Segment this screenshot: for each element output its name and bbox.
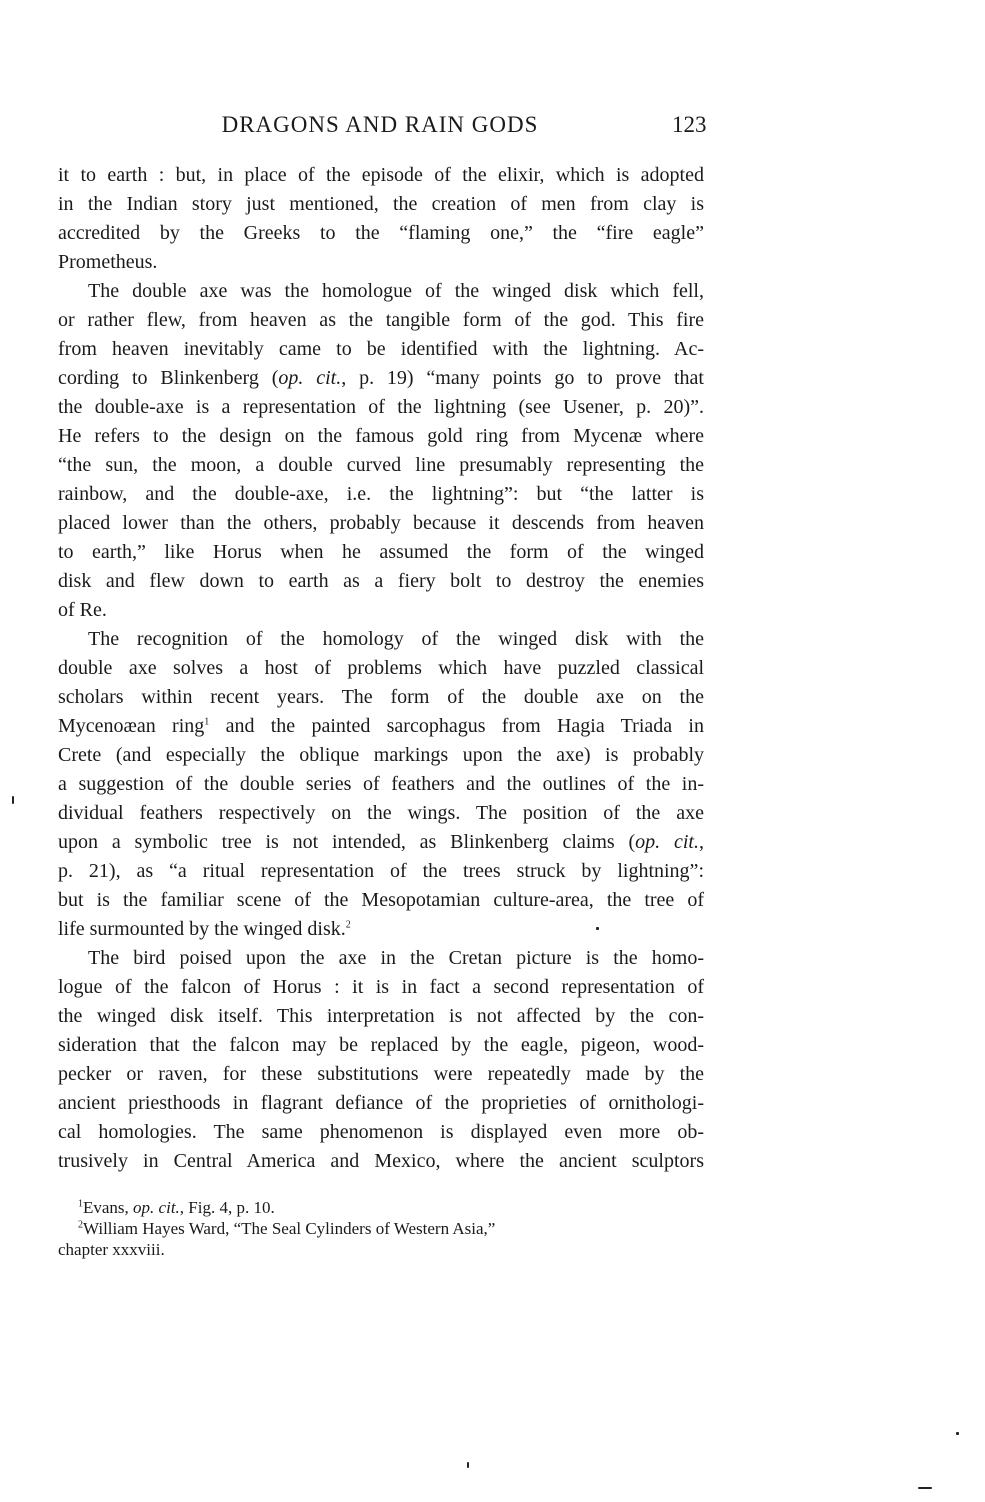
text-line: cal homologies. The same phenomenon is displayed even more ob- [58,1121,704,1143]
text-line: double axe solves a host of problems which have puzzled classical [58,657,704,679]
scan-speck [12,796,14,804]
text-line: in the Indian story just mentioned, the creation of men from clay is [58,193,704,215]
scan-speck [956,1432,959,1435]
text-line: The double axe was the homologue of the winged disk which fell, [88,280,704,302]
text-fragment: , p. 19) “many points go to prove that [341,367,704,389]
text-line: rainbow, and the double-axe, i.e. the lightning”: but “the latter is [58,483,704,505]
text-line: from heaven inevitably came to be identified with the lightning. Ac- [58,338,704,360]
text-fragment: cording to Blinkenberg ( [58,367,279,389]
footnote-text: William Hayes Ward, “The Seal Cylinders of Western Asia,” [83,1219,496,1238]
scan-speck [596,927,599,930]
text-line: to earth,” like Horus when he assumed the form of the winged [58,541,704,563]
scan-speck [467,1462,469,1468]
text-line: pecker or raven, for these substitutions were repeatedly made by the [58,1063,704,1085]
text-fragment: Mycenoæan ring [58,715,205,737]
footnote-italic: op. cit. [133,1198,180,1217]
footnote-marker: 2 [345,919,351,931]
page-header [0,112,985,146]
paragraph [58,277,704,625]
text-line: ancient priesthoods in flagrant defiance of the proprieties of ornithologi- [58,1092,704,1114]
text-line: dividual feathers respectively on the wings. The position of the axe [58,802,704,824]
text-line: a suggestion of the double series of feathers and the outlines of the in- [58,773,704,795]
paragraph [58,625,704,944]
text-line: p. 21), as “a ritual representation of the trees struck by lightning”: [58,860,704,882]
text-line: the winged disk itself. This interpretation is not affected by the con- [58,1005,704,1027]
text-line: trusively in Central America and Mexico, where the ancient sculptors [58,1150,704,1172]
body-text [58,161,704,1176]
text-line: The bird poised upon the axe in the Cretan picture is the homo- [88,947,704,969]
running-head: DRAGONS AND RAIN GODS [221,112,539,137]
paragraph [58,944,704,1176]
text-line: scholars within recent years. The form of the double axe on the [58,686,704,708]
footnote-marker: 1 [204,716,210,728]
text-line: but is the familiar scene of the Mesopotamian culture-area, the tree of [58,889,704,911]
text-line: He refers to the design on the famous gold ring from Mycenæ where [58,425,704,447]
text-line: The recognition of the homology of the winged disk with the [88,628,704,650]
text-line: Crete (and especially the oblique markings upon the axe) is probably [58,744,704,766]
footnote-text: , Fig. 4, p. 10. [179,1198,275,1217]
italic-citation: op. cit. [278,367,342,389]
scan-speck [918,1487,932,1489]
text-line-with-footnote [58,712,704,741]
text-fragment: life surmounted by the winged disk. [58,918,346,940]
text-fragment: upon a symbolic tree is not intended, as Blinkenberg claims ( [58,831,636,853]
text-line: accredited by the Greeks to the “flaming one,” the “fire eagle” [58,222,704,244]
footnote-marker: 2 [78,1219,83,1231]
text-line: it to earth : but, in place of the episode of the elixir, which is adopted [58,164,704,186]
text-line: sideration that the falcon may be replaced by the eagle, pigeon, wood- [58,1034,704,1056]
text-line: or rather flew, from heaven as the tangible form of the god. This fire [58,309,704,331]
footnote-marker: 1 [78,1198,83,1210]
text-line: logue of the falcon of Horus : it is in fact a second representation of [58,976,704,998]
text-line-with-italic [58,364,704,393]
text-fragment: , [698,831,704,853]
text-line: “the sun, the moon, a double curved line presumably representing the [58,454,704,476]
text-line: of Re. [58,599,107,621]
text-fragment: and the painted sarcophagus from Hagia Triada in [209,715,704,737]
italic-citation: op. cit. [635,831,699,853]
footnote-text: Evans, [83,1198,134,1217]
footnotes [58,1197,704,1260]
text-line: disk and flew down to earth as a fiery bolt to destroy the enemies [58,570,704,592]
footnote-1 [58,1197,704,1218]
text-line: placed lower than the others, probably because it descends from heaven [58,512,704,534]
text-line: Prometheus. [58,251,158,273]
footnote-line: chapter xxxviii. [58,1240,165,1259]
text-line-with-footnote [58,915,704,944]
footnote-line [58,1218,704,1239]
paragraph [58,161,704,277]
text-line-with-italic [58,828,704,857]
footnote-2 [58,1218,704,1260]
text-line: the double-axe is a representation of the lightning (see Usener, p. 20)”. [58,396,704,418]
page-number: 123 [672,112,707,137]
